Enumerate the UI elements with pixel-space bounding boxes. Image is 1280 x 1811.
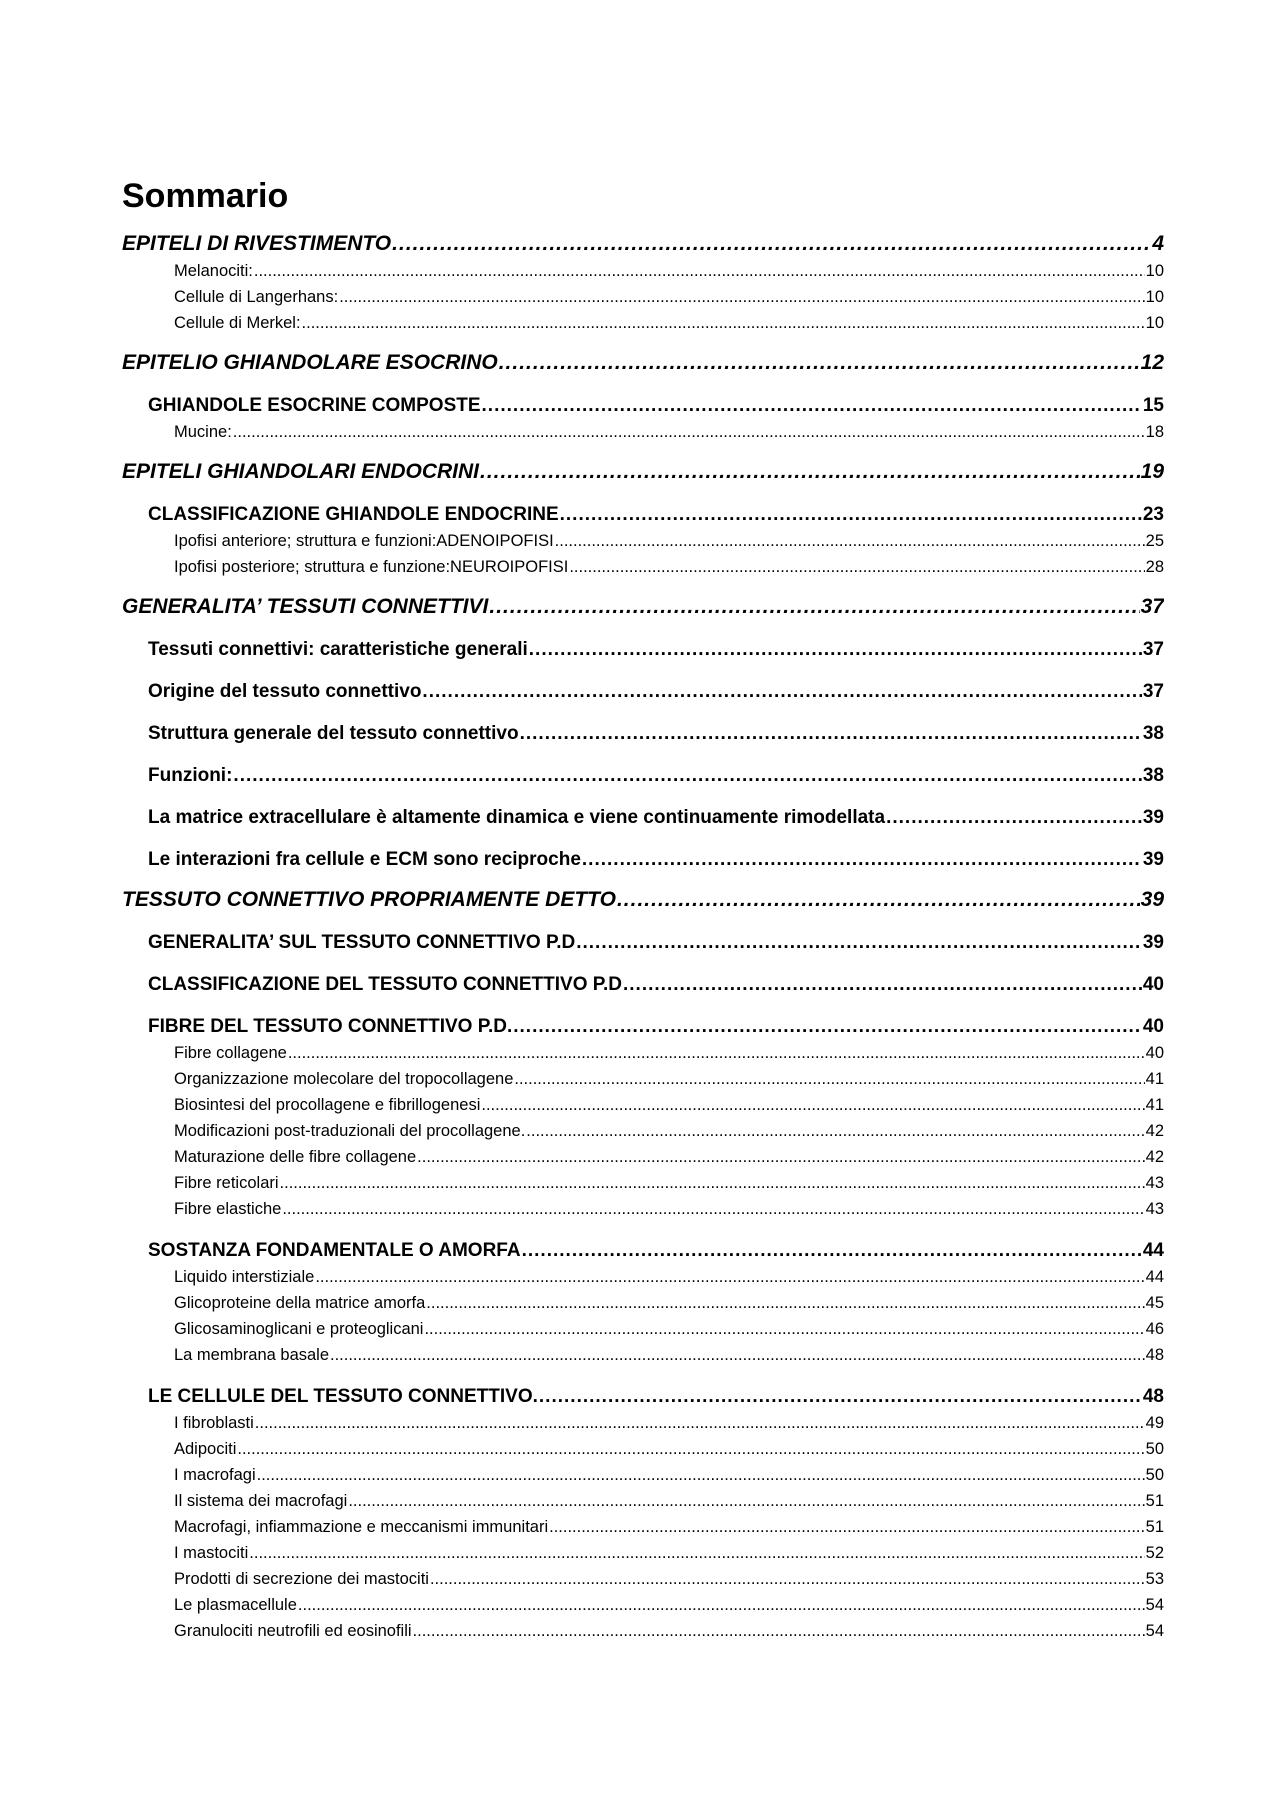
toc-entry-page-number: 19 (1140, 460, 1164, 483)
toc-entry-page-number: 4 (1152, 232, 1164, 255)
toc-entry-level-2[interactable] (122, 637, 1164, 663)
toc-dot-leader (549, 1514, 1145, 1540)
toc-entry-label: TESSUTO CONNETTIVO PROPRIAMENTE DETTO (122, 888, 616, 911)
toc-dot-leader (514, 1066, 1144, 1092)
toc-dot-leader (424, 1316, 1144, 1342)
toc-entry-level-3[interactable] (122, 1540, 1164, 1566)
toc-entry-label: I fibroblasti (174, 1414, 254, 1432)
toc-entry-page-number: 38 (1142, 765, 1164, 786)
toc-dot-leader (426, 1290, 1144, 1316)
toc-entry-page-number: 28 (1145, 558, 1164, 576)
toc-entry-page-number: 37 (1140, 595, 1164, 618)
toc-entry-page-number: 25 (1145, 532, 1164, 550)
toc-entry-label: FIBRE DEL TESSUTO CONNETTIVO P.D. (148, 1016, 513, 1037)
toc-dot-leader (302, 310, 1145, 336)
toc-dot-leader (560, 502, 1142, 528)
toc-dot-leader (339, 284, 1144, 310)
toc-entry-level-3[interactable] (122, 528, 1164, 554)
toc-entry-page-number: 44 (1145, 1268, 1164, 1286)
toc-entry-level-3[interactable] (122, 1514, 1164, 1540)
toc-entry-label: CLASSIFICAZIONE DEL TESSUTO CONNETTIVO P.D (148, 974, 622, 995)
toc-entry-label: LE CELLULE DEL TESSUTO CONNETTIVO. (148, 1386, 538, 1407)
toc-entry-page-number: 40 (1142, 1016, 1164, 1037)
toc-entry-page-number: 15 (1142, 395, 1164, 416)
toc-entry-page-number: 37 (1142, 681, 1164, 702)
toc-entry-level-1[interactable] (122, 458, 1164, 486)
toc-entry-page-number: 50 (1145, 1440, 1164, 1458)
toc-entry-label: Modificazioni post-traduzionali del procollagene. (174, 1122, 526, 1140)
toc-title: Sommario (122, 177, 289, 215)
toc-entry-label: Prodotti di secrezione dei mastociti (174, 1570, 429, 1588)
toc-dot-leader (315, 1264, 1144, 1290)
toc-entry-page-number: 40 (1142, 974, 1164, 995)
toc-entry-level-3[interactable] (122, 1066, 1164, 1092)
toc-entry-level-2[interactable] (122, 930, 1164, 956)
toc-entry-label: Maturazione delle fibre collagene (174, 1148, 417, 1166)
toc-entry-level-2[interactable] (122, 502, 1164, 528)
toc-entry-page-number: 51 (1145, 1492, 1164, 1510)
toc-dot-leader (392, 230, 1151, 258)
toc-dot-leader (522, 1238, 1142, 1264)
toc-entry-page-number: 10 (1145, 288, 1164, 306)
toc-entry-label: Glicosaminoglicani e proteoglicani (174, 1320, 424, 1338)
toc-entry-page-number: 37 (1142, 639, 1164, 660)
toc-entry-level-3[interactable] (122, 1040, 1164, 1066)
toc-dot-leader (298, 1592, 1145, 1618)
toc-entry-page-number: 52 (1145, 1544, 1164, 1562)
toc-entry-label: CLASSIFICAZIONE GHIANDOLE ENDOCRINE (148, 504, 559, 525)
toc-entry-level-3[interactable] (122, 284, 1164, 310)
toc-entry-page-number: 39 (1142, 932, 1164, 953)
toc-entry-label: Melanociti: (174, 262, 253, 280)
toc-entry-page-number: 42 (1145, 1148, 1164, 1166)
toc-dot-leader (233, 763, 1141, 789)
toc-dot-leader (489, 593, 1139, 621)
toc-entry-level-3[interactable] (122, 1410, 1164, 1436)
table-of-contents (122, 176, 1164, 1644)
toc-entry-level-3[interactable] (122, 1462, 1164, 1488)
toc-entry-label: GHIANDOLE ESOCRINE COMPOSTE (148, 395, 481, 416)
toc-dot-leader (480, 458, 1140, 486)
toc-entry-page-number: 18 (1145, 423, 1164, 441)
toc-entry-label: Le plasmacellule (174, 1596, 297, 1614)
toc-entry-label: Cellule di Langerhans: (174, 288, 339, 306)
toc-entry-label: Fibre reticolari (174, 1174, 279, 1192)
toc-entry-label: Le interazioni fra cellule e ECM sono reciproche (148, 849, 581, 870)
toc-entry-label: Origine del tessuto connettivo (148, 681, 422, 702)
toc-entry-page-number: 43 (1145, 1174, 1164, 1192)
toc-entry-page-number: 42 (1145, 1122, 1164, 1140)
toc-entry-label: EPITELIO GHIANDOLARE ESOCRINO (122, 351, 498, 374)
toc-entry-level-3[interactable] (122, 419, 1164, 445)
toc-entry-level-3[interactable] (122, 1290, 1164, 1316)
toc-entry-level-3[interactable] (122, 1170, 1164, 1196)
toc-entry-level-3[interactable] (122, 1436, 1164, 1462)
toc-entry-label: Organizzazione molecolare del tropocollagene (174, 1070, 514, 1088)
toc-entry-label: GENERALITA’ TESSUTI CONNETTIVI (122, 595, 489, 618)
toc-dot-leader (413, 1618, 1145, 1644)
toc-entry-level-3[interactable] (122, 1566, 1164, 1592)
toc-dot-leader (481, 1092, 1144, 1118)
toc-entry-level-2[interactable] (122, 847, 1164, 873)
toc-entry-page-number: 12 (1140, 351, 1164, 374)
toc-entry-label: Biosintesi del procollagene e fibrillogenesi (174, 1096, 481, 1114)
toc-entry-label: Funzioni: (148, 765, 233, 786)
toc-entry-level-3[interactable] (122, 1316, 1164, 1342)
toc-entry-page-number: 53 (1145, 1570, 1164, 1588)
toc-entry-level-3[interactable] (122, 554, 1164, 580)
toc-entry-label: Il sistema dei macrofagi (174, 1492, 348, 1510)
toc-dot-leader (513, 1014, 1142, 1040)
toc-entry-page-number: 40 (1145, 1044, 1164, 1062)
toc-entry-level-3[interactable] (122, 1144, 1164, 1170)
toc-entry-page-number: 41 (1145, 1096, 1164, 1114)
toc-entry-page-number: 49 (1145, 1414, 1164, 1432)
toc-entry-level-3[interactable] (122, 1264, 1164, 1290)
toc-entry-level-2[interactable] (122, 721, 1164, 747)
toc-dot-leader (282, 1196, 1144, 1222)
toc-dot-leader (520, 721, 1142, 747)
toc-dot-leader (255, 1410, 1145, 1436)
toc-dot-leader (623, 972, 1142, 998)
toc-entry-level-2[interactable] (122, 1014, 1164, 1040)
toc-dot-leader (288, 1040, 1145, 1066)
toc-dot-leader (499, 349, 1140, 377)
toc-entry-level-1[interactable] (122, 349, 1164, 377)
toc-dot-leader (348, 1488, 1144, 1514)
toc-dot-leader (330, 1342, 1145, 1368)
toc-dot-leader (430, 1566, 1145, 1592)
toc-dot-leader (233, 419, 1145, 445)
toc-entry-level-3[interactable] (122, 1592, 1164, 1618)
toc-entries (122, 230, 1164, 1644)
toc-entry-level-2[interactable] (122, 1384, 1164, 1410)
toc-dot-leader (257, 1462, 1145, 1488)
toc-entry-label: Granulociti neutrofili ed eosinofili (174, 1622, 412, 1640)
toc-entry-label: Fibre collagene (174, 1044, 287, 1062)
toc-dot-leader (526, 1118, 1144, 1144)
toc-entry-level-1[interactable] (122, 886, 1164, 914)
toc-dot-leader (482, 393, 1142, 419)
toc-dot-leader (237, 1436, 1144, 1462)
toc-entry-label: Ipofisi anteriore; struttura e funzioni:ADENOIPOFISI (174, 532, 554, 550)
toc-entry-label: I macrofagi (174, 1466, 256, 1484)
toc-entry-page-number: 50 (1145, 1466, 1164, 1484)
toc-entry-label: Struttura generale del tessuto connettivo (148, 723, 519, 744)
toc-entry-level-3[interactable] (122, 1488, 1164, 1514)
toc-entry-level-3[interactable] (122, 1118, 1164, 1144)
toc-entry-page-number: 38 (1142, 723, 1164, 744)
toc-dot-leader (254, 258, 1145, 284)
toc-entry-level-3[interactable] (122, 1196, 1164, 1222)
toc-entry-label: Ipofisi posteriore; struttura e funzione:NEUROIPOFISI (174, 558, 569, 576)
toc-entry-level-3[interactable] (122, 258, 1164, 284)
toc-entry-page-number: 39 (1142, 849, 1164, 870)
toc-dot-leader (539, 1384, 1142, 1410)
toc-entry-label: Macrofagi, infiammazione e meccanismi immunitari (174, 1518, 549, 1536)
toc-entry-level-2[interactable] (122, 393, 1164, 419)
toc-entry-label: La matrice extracellulare è altamente dinamica e viene continuamente rimodellata (148, 807, 886, 828)
toc-entry-page-number: 39 (1142, 807, 1164, 828)
toc-entry-label: EPITELI GHIANDOLARI ENDOCRINI (122, 460, 480, 483)
toc-dot-leader (280, 1170, 1145, 1196)
toc-entry-label: Adipociti (174, 1440, 237, 1458)
toc-entry-level-3[interactable] (122, 1092, 1164, 1118)
toc-entry-page-number: 46 (1145, 1320, 1164, 1338)
toc-entry-label: EPITELI DI RIVESTIMENTO (122, 232, 392, 255)
toc-entry-page-number: 23 (1142, 504, 1164, 525)
toc-entry-label: Liquido interstiziale (174, 1268, 315, 1286)
toc-entry-label: Tessuti connettivi: caratteristiche generali (148, 639, 528, 660)
toc-entry-label: GENERALITA’ SUL TESSUTO CONNETTIVO P.D (148, 932, 576, 953)
toc-entry-page-number: 54 (1145, 1622, 1164, 1640)
toc-entry-page-number: 10 (1145, 262, 1164, 280)
toc-entry-level-2[interactable] (122, 972, 1164, 998)
toc-entry-level-2[interactable] (122, 679, 1164, 705)
toc-entry-page-number: 45 (1145, 1294, 1164, 1312)
toc-entry-level-2[interactable] (122, 1238, 1164, 1264)
toc-entry-page-number: 43 (1145, 1200, 1164, 1218)
toc-dot-leader (417, 1144, 1144, 1170)
toc-entry-label: La membrana basale (174, 1346, 330, 1364)
toc-entry-level-2[interactable] (122, 805, 1164, 831)
toc-entry-level-2[interactable] (122, 763, 1164, 789)
toc-entry-label: SOSTANZA FONDAMENTALE O AMORFA (148, 1240, 521, 1261)
toc-entry-page-number: 39 (1140, 888, 1164, 911)
toc-entry-level-3[interactable] (122, 1342, 1164, 1368)
toc-entry-page-number: 54 (1145, 1596, 1164, 1614)
toc-dot-leader (555, 528, 1145, 554)
toc-entry-page-number: 48 (1142, 1386, 1164, 1407)
toc-dot-leader (886, 805, 1142, 831)
toc-entry-level-1[interactable] (122, 230, 1164, 258)
toc-entry-label: Glicoproteine della matrice amorfa (174, 1294, 426, 1312)
toc-entry-page-number: 44 (1142, 1240, 1164, 1261)
toc-entry-page-number: 48 (1145, 1346, 1164, 1364)
toc-entry-page-number: 51 (1145, 1518, 1164, 1536)
toc-dot-leader (422, 679, 1141, 705)
toc-dot-leader (249, 1540, 1144, 1566)
toc-dot-leader (617, 886, 1140, 914)
toc-entry-page-number: 10 (1145, 314, 1164, 332)
toc-dot-leader (582, 847, 1142, 873)
toc-dot-leader (569, 554, 1144, 580)
toc-entry-label: I mastociti (174, 1544, 249, 1562)
toc-entry-level-1[interactable] (122, 593, 1164, 621)
toc-dot-leader (576, 930, 1142, 956)
toc-entry-level-3[interactable] (122, 1618, 1164, 1644)
toc-dot-leader (529, 637, 1142, 663)
toc-entry-page-number: 41 (1145, 1070, 1164, 1088)
toc-entry-label: Cellule di Merkel: (174, 314, 301, 332)
toc-entry-label: Fibre elastiche (174, 1200, 282, 1218)
toc-entry-label: Mucine: (174, 423, 232, 441)
toc-entry-level-3[interactable] (122, 310, 1164, 336)
